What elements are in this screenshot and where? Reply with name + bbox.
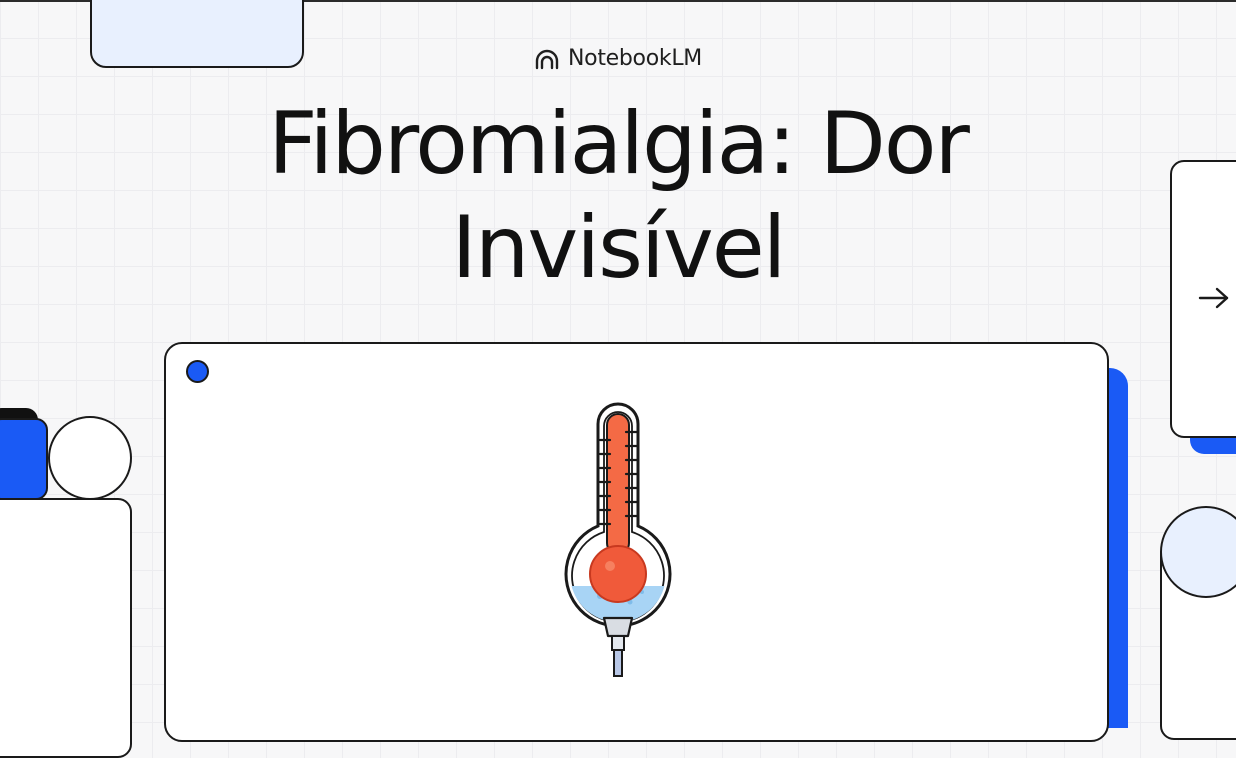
arrow-right-icon <box>1197 286 1231 310</box>
decorative-circle-left <box>48 416 132 500</box>
slide-title: Fibromialgia: Dor Invisível <box>268 94 968 298</box>
card-indicator-dot <box>186 360 209 383</box>
decorative-blue-block-left <box>0 418 48 500</box>
next-slide-button[interactable] <box>1192 278 1236 318</box>
brand-name: NotebookLM <box>568 46 702 71</box>
brand-header <box>0 46 1236 71</box>
decorative-card-left <box>0 498 132 758</box>
thermometer-icon <box>560 396 676 682</box>
notebooklm-logo-icon <box>534 48 560 70</box>
